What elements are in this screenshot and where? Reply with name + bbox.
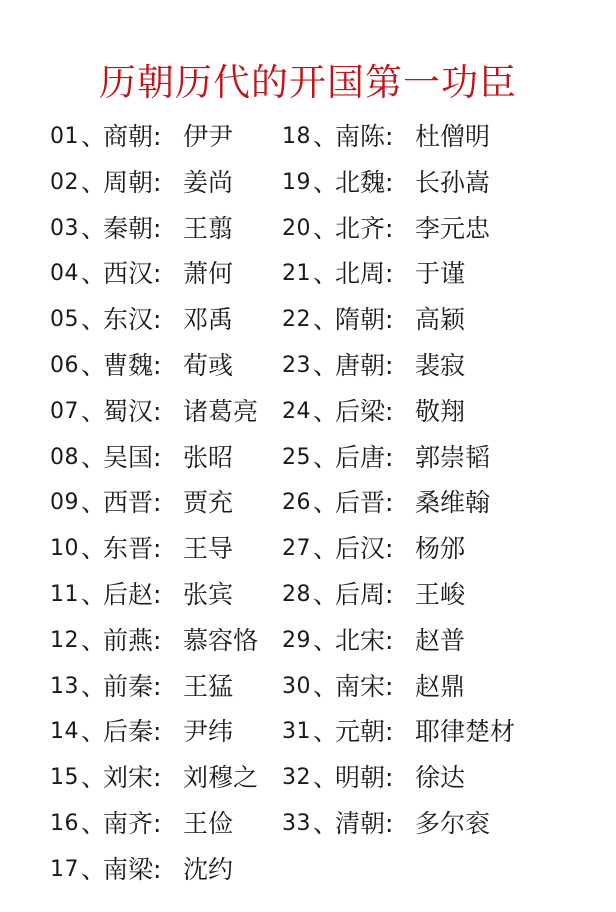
minister-name: 多尔衮 [415,808,491,838]
list-item [282,160,515,206]
list-item [50,251,258,297]
entry-separator: 、 [313,122,339,151]
entry-number: 28 [282,581,311,607]
page-title: 历朝历代的开国第一功臣 [99,61,517,104]
dynasty-name: 商朝 [103,122,154,151]
entry-separator: 、 [313,259,339,289]
dynasty-name: 东汉 [103,305,154,335]
list-item [282,297,515,343]
entry-separator: 、 [313,167,339,197]
list-item [282,618,515,664]
list-item [282,801,515,847]
entry-colon: : [385,167,394,197]
dynasty-name: 蜀汉 [103,396,154,426]
minister-name: 赵普 [415,625,466,655]
entry-colon: : [153,579,162,609]
list-item [50,801,258,847]
minister-name: 王导 [183,534,234,564]
entry-number: 22 [282,307,311,333]
dynasty-name: 隋朝 [335,305,386,335]
minister-name: 荀彧 [183,350,234,380]
entry-number: 20 [282,215,311,241]
list-item [50,343,258,389]
entry-colon: : [153,396,162,426]
minister-name: 耶律楚材 [415,717,516,747]
dynasty-name: 南陈 [335,122,386,151]
minister-name: 沈约 [183,854,234,884]
dynasty-name: 后晋 [335,488,386,518]
entry-number: 30 [282,673,311,699]
entry-number: 03 [50,215,79,241]
entry-separator: 、 [313,671,339,701]
list-item [50,114,258,160]
entry-number: 19 [282,169,311,195]
entry-colon: : [385,763,394,793]
minister-name: 张宾 [183,579,234,609]
list-item [282,664,515,710]
entry-colon: : [385,625,394,655]
entry-separator: 、 [81,259,107,289]
minister-name: 李元忠 [415,213,491,243]
minister-name: 长孙嵩 [415,167,491,197]
entry-separator: 、 [81,671,107,701]
entry-number: 04 [50,261,79,287]
minister-name: 尹纬 [183,717,234,747]
minister-name: 王翦 [183,213,234,243]
entry-separator: 、 [313,213,339,243]
list-item [282,526,515,572]
entry-number: 11 [50,581,79,607]
entry-separator: 、 [81,579,107,609]
minister-name: 慕容恪 [183,625,259,655]
entry-separator: 、 [81,167,107,197]
list-item [50,847,258,893]
dynasty-name: 吴国 [103,442,154,472]
minister-name: 萧何 [183,259,234,289]
minister-name: 王猛 [183,671,234,701]
list-item [282,709,515,755]
list-item [282,572,515,618]
entry-separator: 、 [81,854,107,884]
minister-name: 敬翔 [415,396,466,426]
entry-separator: 、 [81,625,107,655]
dynasty-name: 东晋 [103,534,154,564]
entry-colon: : [153,442,162,472]
dynasty-name: 前秦 [103,671,154,701]
list-item [50,664,258,710]
entry-colon: : [385,396,394,426]
entry-number: 15 [50,765,79,791]
entry-colon: : [385,442,394,472]
minister-name: 刘穆之 [183,763,259,793]
entry-colon: : [385,671,394,701]
list-item [50,572,258,618]
list-item [50,297,258,343]
entry-colon: : [153,305,162,335]
dynasty-name: 南宋 [335,671,386,701]
list-item [50,755,258,801]
entry-colon: : [153,259,162,289]
entry-colon: : [153,625,162,655]
minister-name: 张昭 [183,442,234,472]
list-item [282,435,515,481]
left-column [50,114,258,893]
dynasty-name: 北周 [335,259,386,289]
minister-name: 伊尹 [183,122,234,151]
list-item [50,526,258,572]
minister-name: 王峻 [415,579,466,609]
entry-number: 16 [50,810,79,836]
dynasty-name: 后汉 [335,534,386,564]
dynasty-name: 后唐 [335,442,386,472]
entry-separator: 、 [81,122,107,151]
minister-name: 贾充 [183,488,234,518]
dynasty-name: 西汉 [103,259,154,289]
entry-separator: 、 [313,305,339,335]
entry-number: 18 [282,124,311,149]
minister-name: 杨邠 [415,534,466,564]
dynasty-name: 明朝 [335,763,386,793]
dynasty-name: 后周 [335,579,386,609]
list-item [50,435,258,481]
entry-colon: : [385,808,394,838]
entry-number: 13 [50,673,79,699]
entry-number: 27 [282,536,311,562]
list-item [50,389,258,435]
entry-colon: : [153,122,162,151]
dynasty-name: 南梁 [103,854,154,884]
entry-colon: : [385,259,394,289]
entry-number: 33 [282,810,311,836]
entry-separator: 、 [313,488,339,518]
entry-separator: 、 [313,808,339,838]
entry-separator: 、 [81,808,107,838]
entry-separator: 、 [313,442,339,472]
entry-colon: : [385,213,394,243]
minister-name: 诸葛亮 [183,396,259,426]
entry-separator: 、 [313,534,339,564]
entry-number: 23 [282,352,311,378]
entry-separator: 、 [81,396,107,426]
dynasty-name: 秦朝 [103,213,154,243]
minister-name: 赵鼎 [415,671,466,701]
dynasty-name: 南齐 [103,808,154,838]
entry-colon: : [385,717,394,747]
entry-separator: 、 [81,717,107,747]
entry-colon: : [385,534,394,564]
entry-colon: : [153,167,162,197]
entry-number: 29 [282,627,311,653]
dynasty-name: 北齐 [335,213,386,243]
entry-separator: 、 [81,305,107,335]
entry-separator: 、 [81,350,107,380]
minister-name: 于谨 [415,259,466,289]
entry-colon: : [153,671,162,701]
entry-number: 14 [50,719,79,745]
list-item [282,755,515,801]
entry-number: 32 [282,765,311,791]
minister-name: 郭崇韬 [415,442,491,472]
minister-name: 王俭 [183,808,234,838]
entry-colon: : [385,122,394,151]
list-item [282,206,515,252]
entry-number: 05 [50,307,79,333]
dynasty-name: 后赵 [103,579,154,609]
list-item [50,618,258,664]
entry-number: 08 [50,444,79,470]
entry-number: 21 [282,261,311,287]
list-item [282,343,515,389]
entry-separator: 、 [81,442,107,472]
entry-separator: 、 [313,717,339,747]
entry-separator: 、 [81,534,107,564]
entry-number: 17 [50,856,79,882]
dynasty-name: 元朝 [335,717,386,747]
entry-number: 26 [282,490,311,516]
list-item [50,480,258,526]
minister-name: 高颖 [415,305,466,335]
entry-separator: 、 [81,213,107,243]
minister-name: 裴寂 [415,350,466,380]
entry-colon: : [153,350,162,380]
minister-name: 邓禹 [183,305,234,335]
dynasty-name: 北宋 [335,625,386,655]
dynasty-name: 前燕 [103,625,154,655]
minister-name: 徐达 [415,763,466,793]
entry-colon: : [385,305,394,335]
dynasty-name: 清朝 [335,808,386,838]
list-item [50,709,258,755]
dynasty-name: 后秦 [103,717,154,747]
dynasty-name: 周朝 [103,167,154,197]
list-item [282,251,515,297]
list-item [50,206,258,252]
entry-number: 01 [50,124,79,149]
entry-number: 09 [50,490,79,516]
dynasty-name: 北魏 [335,167,386,197]
entry-colon: : [385,579,394,609]
entry-number: 24 [282,398,311,424]
entry-colon: : [385,488,394,518]
list-item [282,114,515,160]
minister-name: 姜尚 [183,167,234,197]
entry-colon: : [153,213,162,243]
entry-colon: : [153,488,162,518]
entry-colon: : [153,808,162,838]
entry-colon: : [153,717,162,747]
dynasty-name: 曹魏 [103,350,154,380]
list-item [282,389,515,435]
entry-colon: : [385,350,394,380]
minister-name: 桑维翰 [415,488,491,518]
minister-name: 杜僧明 [415,122,491,151]
dynasty-name: 刘宋 [103,763,154,793]
entry-separator: 、 [81,763,107,793]
dynasty-name: 西晋 [103,488,154,518]
entry-number: 31 [282,719,311,745]
dynasty-name: 后梁 [335,396,386,426]
entry-separator: 、 [313,350,339,380]
entry-separator: 、 [313,763,339,793]
entry-number: 06 [50,352,79,378]
entry-colon: : [153,854,162,884]
entry-number: 10 [50,536,79,562]
entry-number: 02 [50,169,79,195]
entry-separator: 、 [81,488,107,518]
dynasty-name: 唐朝 [335,350,386,380]
entry-separator: 、 [313,579,339,609]
list-item [50,160,258,206]
list-item [282,480,515,526]
entry-number: 07 [50,398,79,424]
entry-number: 25 [282,444,311,470]
entry-colon: : [153,763,162,793]
entry-colon: : [153,534,162,564]
right-column [282,114,515,847]
entry-number: 12 [50,627,79,653]
entry-separator: 、 [313,625,339,655]
entry-separator: 、 [313,396,339,426]
